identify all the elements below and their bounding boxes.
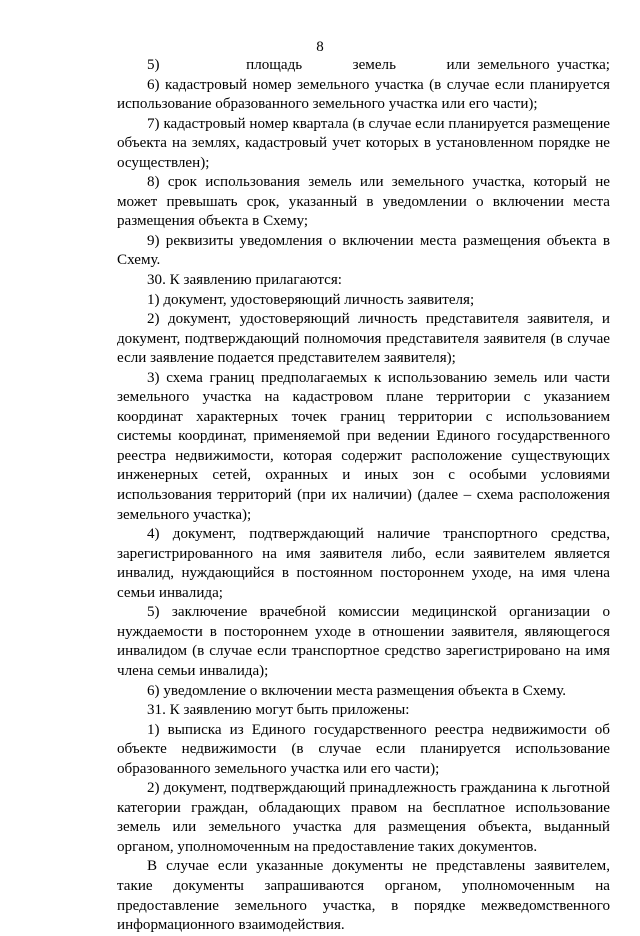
document-body xyxy=(117,56,610,936)
list-item-30-6: 6) уведомление о включении места размещения объекта в Схему. xyxy=(147,682,567,699)
list-item-30-2: 2) документ, удостоверяющий личность представителя заявителя, и документ, подтверждающий полномочия представителя заявителя (в случае если заявление подается представителем заявителя); xyxy=(117,311,610,367)
list-item-8-term-of-use: 8) срок использования земель или земельного участка, который не может превышать срок, указанный в уведомлении о включении места размещения объекта в Схему; xyxy=(117,174,610,230)
list-item-31-2: 2) документ, подтверждающий принадлежность гражданина к льготной категории граждан, обладающих правом на бесплатное использование земель или земельного участка для размещения объекта, выданный органом, уполномоченным на предоставление таких документов. xyxy=(117,780,610,855)
section-30-heading: 30. К заявлению прилагаются: xyxy=(147,272,342,289)
list-item-5-area: 5) площадь земель или земельного участка; xyxy=(147,57,610,73)
list-item-30-5: 5) заключение врачебной комиссии медицинской организации о нуждаемости в постороннем уходе в отношении заявителя, являющегося инвалидом (в случае если транспортное средство зарегистрировано на имя члена семьи инвалида); xyxy=(117,604,610,679)
list-item-30-3: 3) схема границ предполагаемых к использованию земель или части земельного участка на кадастровом плане территории с указанием координат характерных точек границ территории с использованием системы координат, применяемой при ведении Единого государственного реестра недвижимости, которая содержит расположение существующих инженерных сетей, охранных и иных зон с особыми условиями использования территорий (при их наличии) (далее – схема расположения земельного участка); xyxy=(117,369,610,523)
closing-paragraph: В случае если указанные документы не представлены заявителем, такие документы запрашиваются органом, уполномоченным на предоставление земельного участка, в порядке межведомственного информационного взаимодействия. xyxy=(117,858,610,934)
list-item-9-notice-details: 9) реквизиты уведомления о включении места размещения объекта в Схему. xyxy=(117,232,610,269)
list-item-6-cadastral-number: 6) кадастровый номер земельного участка (в случае если планируется использование образованного земельного участка или его части); xyxy=(117,76,610,113)
list-item-7-quarter-number: 7) кадастровый номер квартала (в случае если планируется размещение объекта на землях, кадастровый учет которых в установленном порядке не осуществлен); xyxy=(117,115,610,171)
list-item-30-4: 4) документ, подтверждающий наличие транспортного средства, зарегистрированного на имя заявителя либо, если заявителем является инвалид, нуждающийся в постоянном постороннем уходе, на имя члена семьи инвалида; xyxy=(117,526,610,601)
page-number: 8 xyxy=(316,39,324,55)
list-item-31-1: 1) выписка из Единого государственного реестра недвижимости об объекте недвижимости (в случае если планируется использование образованного земельного участка или его части); xyxy=(117,721,610,777)
list-item-30-1: 1) документ, удостоверяющий личность заявителя; xyxy=(147,291,475,308)
section-31-heading: 31. К заявлению могут быть приложены: xyxy=(147,702,410,719)
